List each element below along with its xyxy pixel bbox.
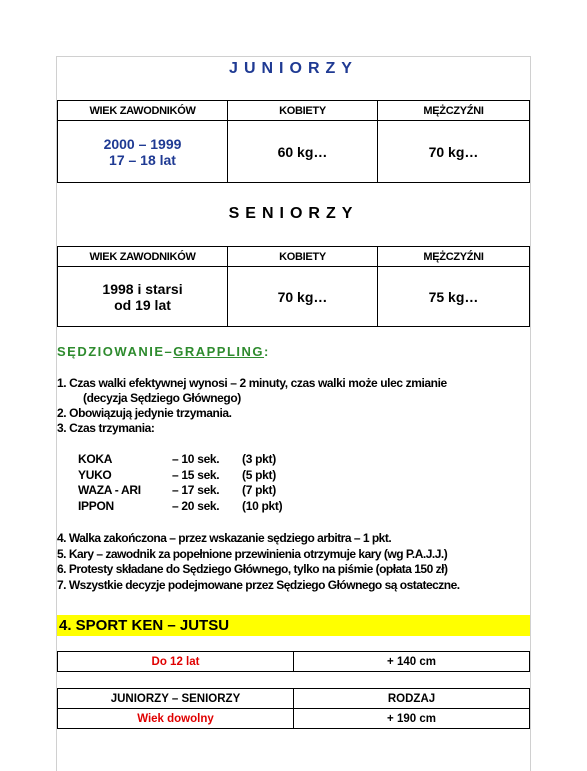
rule-7: 7. Wszystkie decyzje podejmowane przez Sędziego Głównego są ostateczne. xyxy=(57,577,460,592)
score-name: WAZA - ARI xyxy=(78,483,141,497)
sport-ken-jutsu-heading: 4. SPORT KEN – JUTSU xyxy=(57,615,530,636)
score-time: – 10 sek. xyxy=(172,452,220,466)
header-women: KOBIETY xyxy=(228,101,378,121)
score-row xyxy=(78,483,282,499)
ken-value-190: + 190 cm xyxy=(294,709,530,729)
ken-value-140: + 140 cm xyxy=(294,652,530,672)
rule-1-note: (decyzja Sędziego Głównego) xyxy=(83,391,241,405)
seniorzy-women-weight: 70 kg… xyxy=(228,267,378,327)
header-men: MĘŻCZYŹNI xyxy=(378,247,530,267)
score-points: (5 pkt) xyxy=(242,467,276,482)
juniorzy-age-cell xyxy=(58,121,228,183)
juniorzy-title: JUNIORZY xyxy=(229,60,358,77)
juniorzy-age-years: 2000 – 1999 xyxy=(103,135,182,152)
juniorzy-age-range: 17 – 18 lat xyxy=(109,151,176,168)
score-name: IPPON xyxy=(78,498,114,513)
seniorzy-table xyxy=(57,246,530,327)
rule-5: 5. Kary – zawodnik za popełnione przewinienia otrzymuje kary (wg P.A.J.J.) xyxy=(57,546,448,561)
ken-header-category: JUNIORZY – SENIORZY xyxy=(58,689,294,709)
sedziowanie-suffix: : xyxy=(264,344,270,359)
seniorzy-men-weight: 75 kg… xyxy=(378,267,530,327)
score-row xyxy=(78,452,282,468)
header-age: WIEK ZAWODNIKÓW xyxy=(58,101,228,121)
rule-1: 1. Czas walki efektywnej wynosi – 2 minuty, czas walki może ulec zmianie xyxy=(57,376,447,390)
seniorzy-age-years: 1998 i starsi xyxy=(102,280,183,297)
seniorzy-age-range: od 19 lat xyxy=(114,296,171,313)
score-points: (7 pkt) xyxy=(242,483,276,497)
ken-age-under-12: Do 12 lat xyxy=(58,652,294,672)
seniorzy-title: SENIORZY xyxy=(228,205,359,222)
ken-table-2 xyxy=(57,688,530,729)
seniorzy-age-cell xyxy=(58,267,228,327)
sedziowanie-heading xyxy=(57,344,270,359)
grappling-label: GRAPPLING xyxy=(173,344,265,359)
rule-2: 2. Obowiązują jedynie trzymania. xyxy=(57,406,232,420)
scores-list xyxy=(78,452,282,514)
score-time: – 17 sek. xyxy=(172,483,220,497)
rule-6: 6. Protesty składane do Sędziego Głównego, tylko na piśmie (opłata 150 zł) xyxy=(57,562,448,576)
ken-age-any: Wiek dowolny xyxy=(58,709,294,729)
rule-4: 4. Walka zakończona – przez wskazanie sędziego arbitra – 1 pkt. xyxy=(57,531,392,545)
sedziowanie-prefix: SĘDZIOWANIE– xyxy=(57,344,174,359)
score-points: (10 pkt) xyxy=(242,498,283,513)
juniorzy-table xyxy=(57,100,530,183)
header-men: MĘŻCZYŹNI xyxy=(378,101,530,121)
ken-header-type: RODZAJ xyxy=(294,689,530,709)
header-age: WIEK ZAWODNIKÓW xyxy=(58,247,228,267)
ken-table-1 xyxy=(57,651,530,672)
rules-list-2 xyxy=(57,531,532,593)
score-row xyxy=(78,468,282,484)
juniorzy-women-weight: 60 kg… xyxy=(228,121,378,183)
header-women: KOBIETY xyxy=(228,247,378,267)
score-name: KOKA xyxy=(78,452,113,466)
score-points: (3 pkt) xyxy=(242,452,276,466)
rules-list xyxy=(57,376,532,436)
score-time: – 15 sek. xyxy=(172,467,220,482)
score-time: – 20 sek. xyxy=(172,498,220,513)
score-row xyxy=(78,499,282,515)
score-name: YUKO xyxy=(78,467,112,482)
juniorzy-men-weight: 70 kg… xyxy=(378,121,530,183)
rule-3: 3. Czas trzymania: xyxy=(57,421,155,435)
